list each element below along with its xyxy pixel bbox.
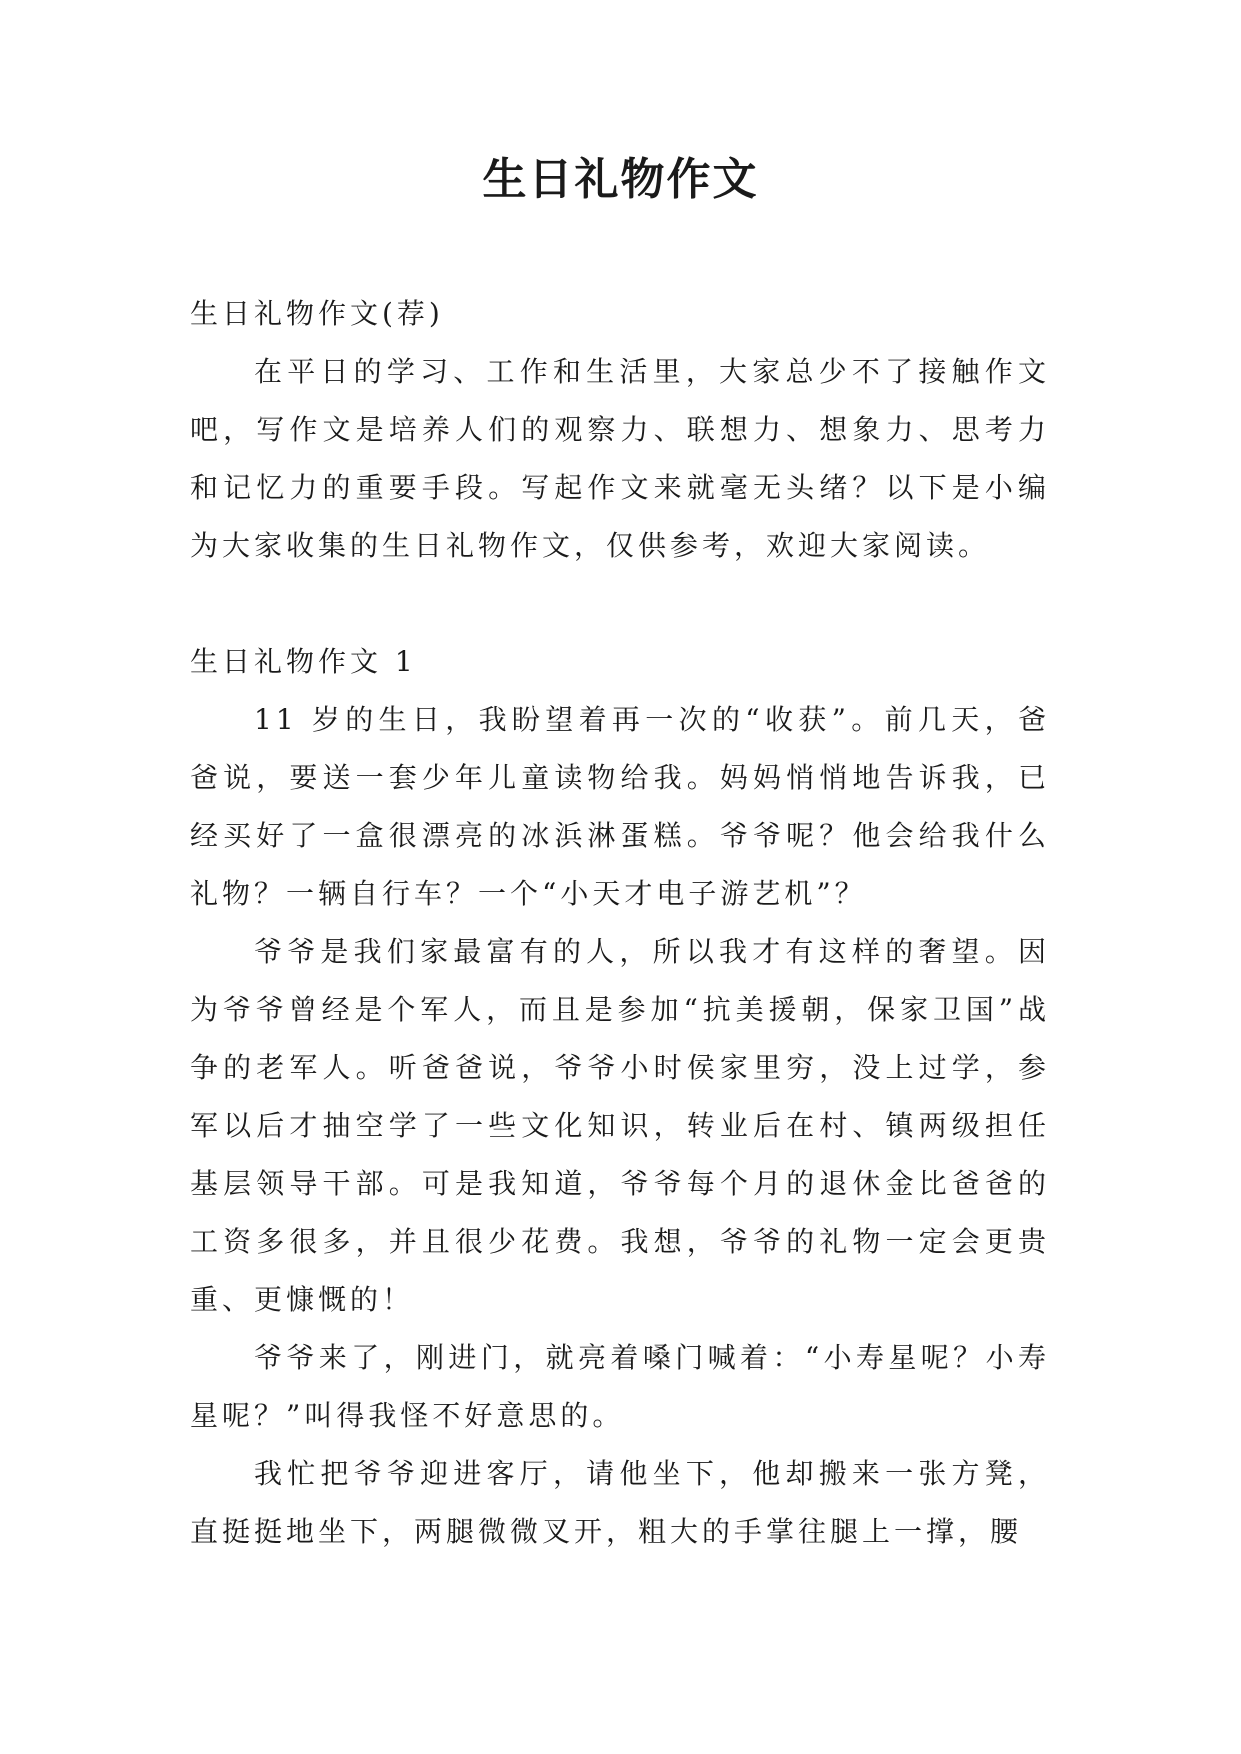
section-1-paragraph-3: 爷爷来了，刚进门，就亮着嗓门喊着：“小寿星呢？小寿星呢？”叫得我怪不好意思的。	[190, 1341, 1050, 1432]
document-title: 生日礼物作文	[482, 154, 759, 205]
section-1-paragraph-4: 我忙把爷爷迎进客厅，请他坐下，他却搬来一张方凳，直挺挺地坐下，两腿微微叉开，粗大的手掌往腿上一撑，腰	[190, 1457, 1050, 1548]
intro-paragraph: 在平日的学习、工作和生活里，大家总少不了接触作文吧，写作文是培养人们的观察力、联想力、想象力、思考力和记忆力的重要手段。写起作文来就毫无头绪？以下是小编为大家收集的生日礼物作文，仅供参考，欢迎大家阅读。	[190, 355, 1050, 562]
section-1-heading: 生日礼物作文 1	[190, 645, 417, 678]
section-1-paragraph-2: 爷爷是我们家最富有的人，所以我才有这样的奢望。因为爷爷曾经是个军人，而且是参加“抗美援朝，保家卫国”战争的老军人。听爸爸说，爷爷小时侯家里穷，没上过学，参军以后才抽空学了一些文化知识，转业后在村、镇两级担任基层领导干部。可是我知道，爷爷每个月的退休金比爸爸的工资多很多，并且很少花费。我想，爷爷的礼物一定会更贵重、更慷慨的！	[190, 935, 1050, 1316]
document-body	[190, 285, 1050, 1561]
section-1-paragraph-1: 11 岁的生日，我盼望着再一次的“收获”。前几天，爸爸说，要送一套少年儿童读物给我。妈妈悄悄地告诉我，已经买好了一盒很漂亮的冰浜淋蛋糕。爷爷呢？他会给我什么礼物？一辆自行车？一个“小天才电子游艺机”？	[190, 703, 1050, 910]
intro-heading: 生日礼物作文(荐)	[190, 297, 444, 330]
section-spacer	[190, 575, 1050, 633]
